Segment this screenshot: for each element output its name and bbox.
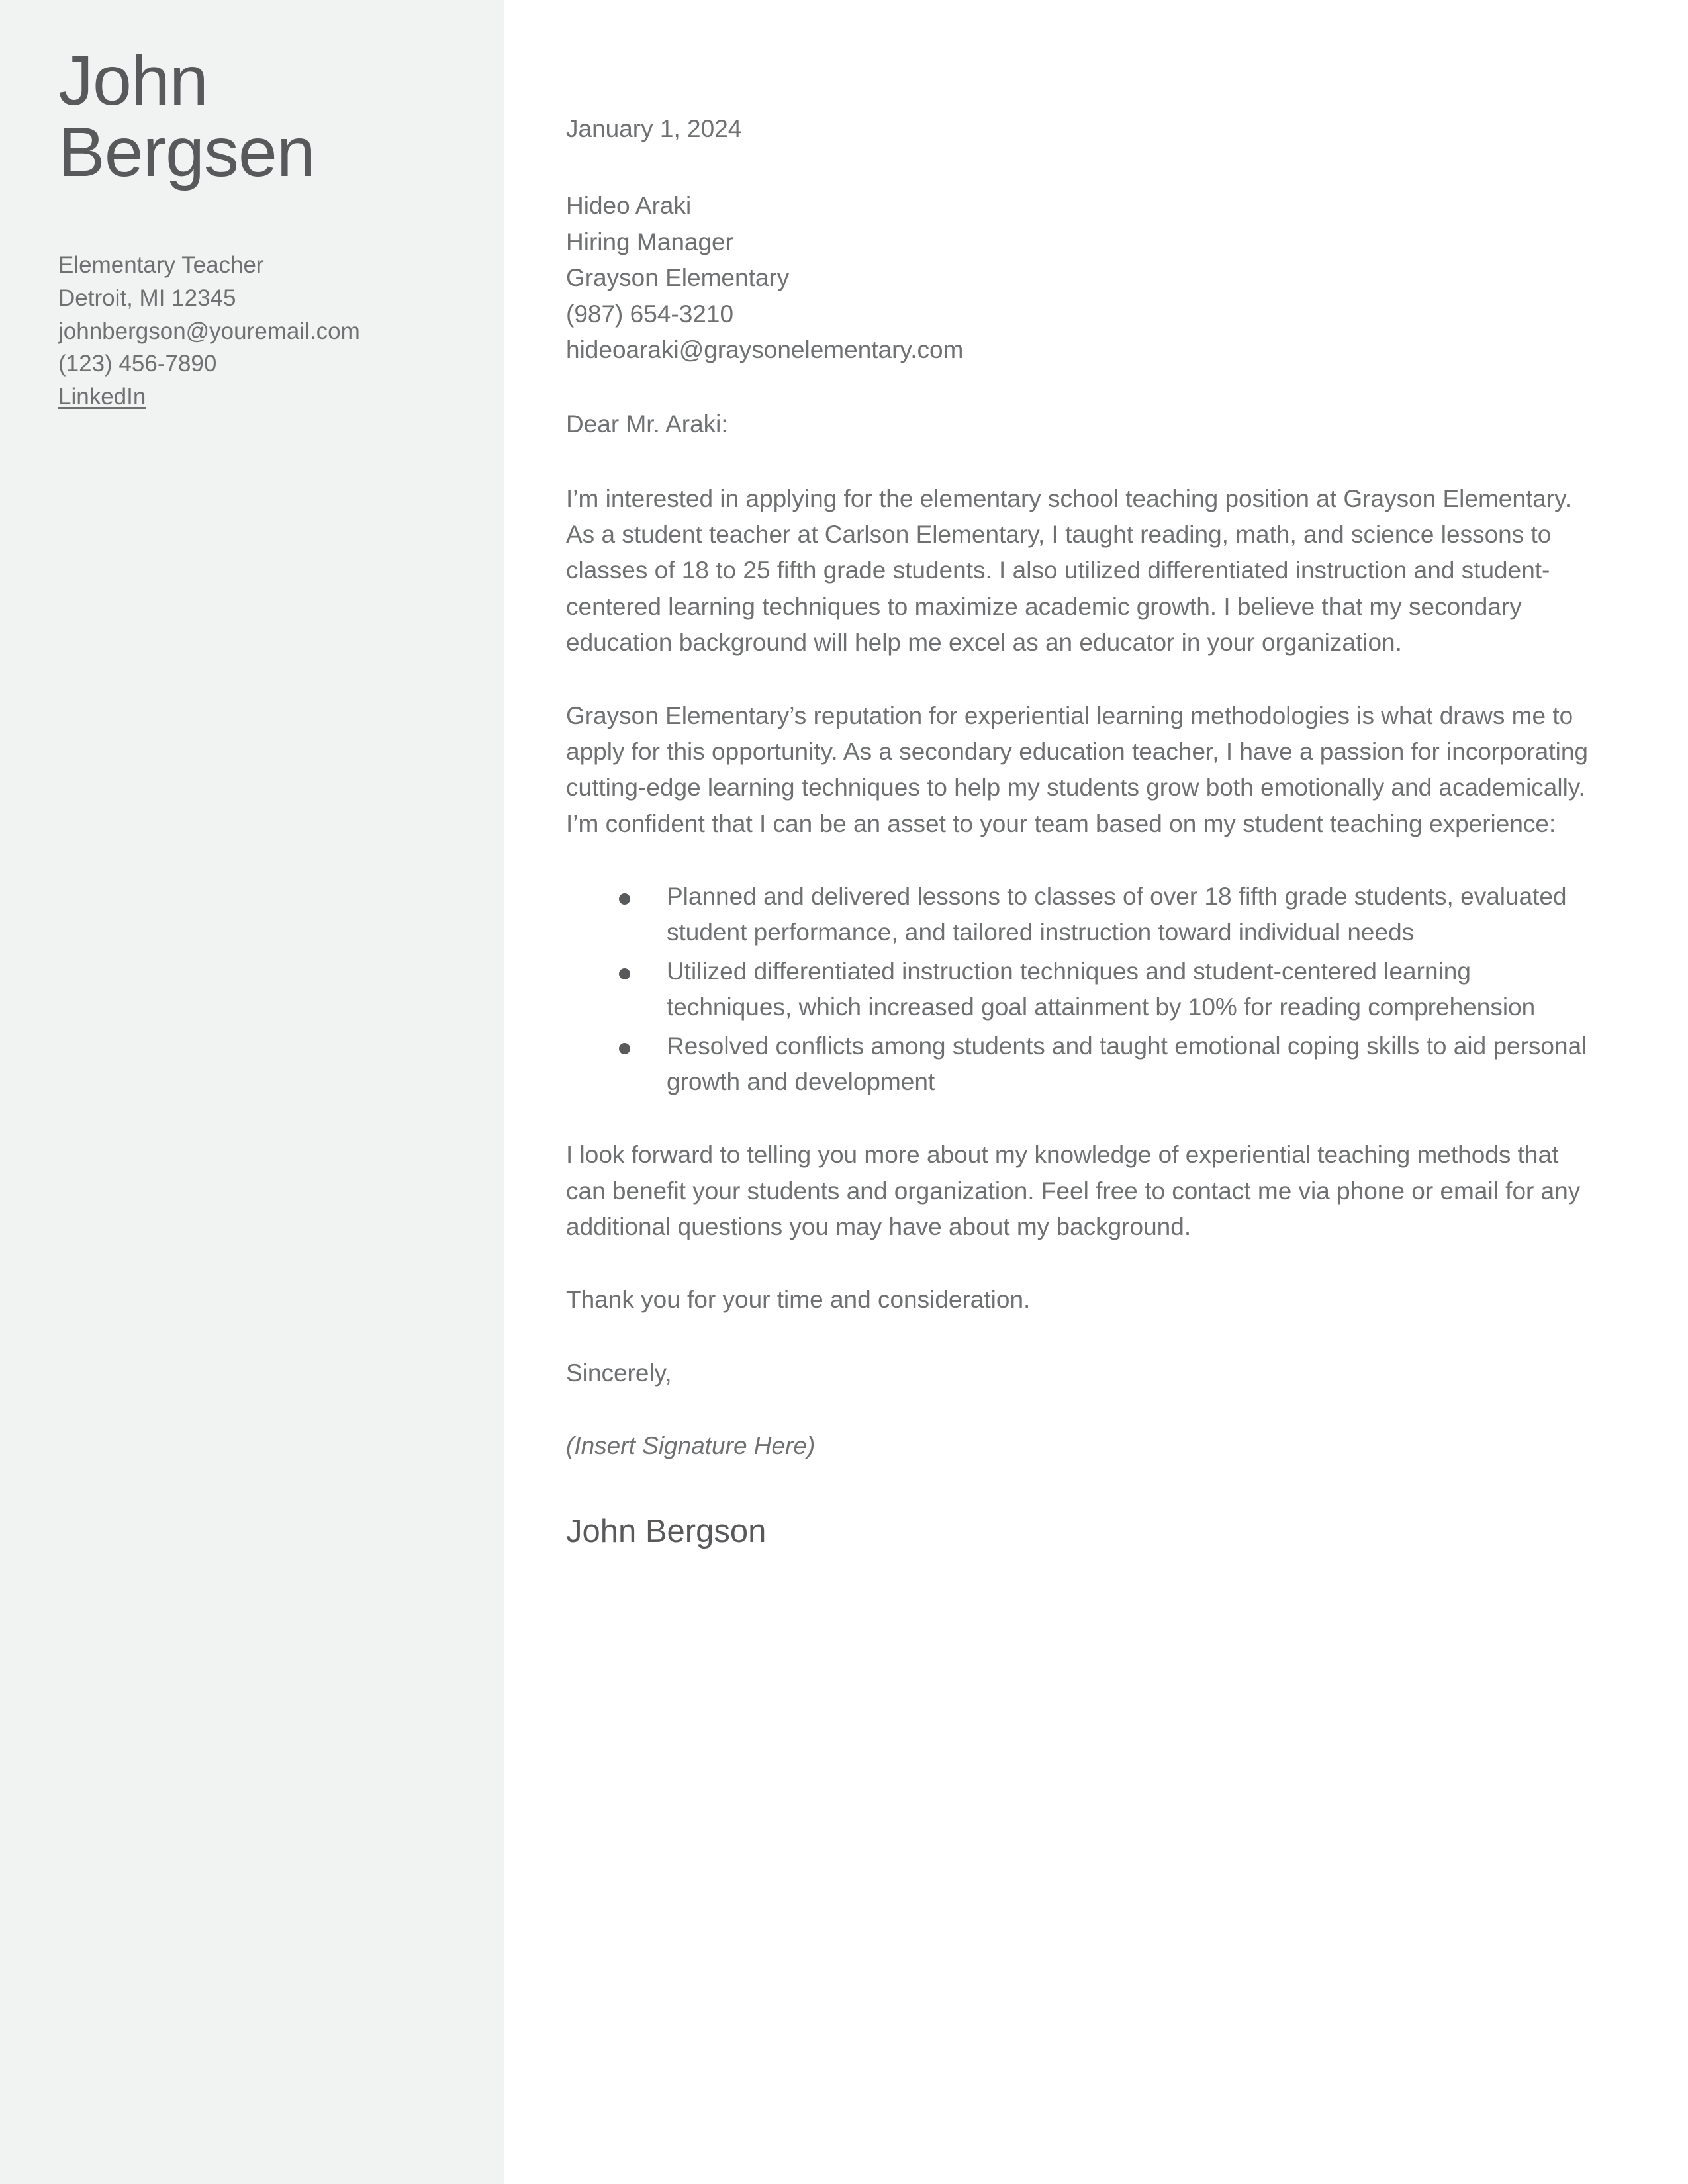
- contact-info: [58, 249, 469, 413]
- list-item-text: Utilized differentiated instruction techniques and student-centered learning techniques, which increased goal attainment by 10% for reading comprehension: [667, 957, 1536, 1021]
- linkedin-link[interactable]: LinkedIn: [58, 383, 146, 410]
- sidebar-content: [58, 42, 469, 414]
- recipient-company: Grayson Elementary: [566, 264, 790, 292]
- linkedin-link-wrap: [58, 381, 469, 414]
- email-address: johnbergson@youremail.com: [58, 318, 360, 344]
- bullet-icon: [619, 893, 630, 905]
- signature-name: John Bergson: [566, 1513, 767, 1549]
- first-name: John: [58, 42, 208, 120]
- sidebar: [0, 0, 504, 2184]
- bullet-icon: [619, 968, 630, 979]
- thank-you-line: Thank you for your time and consideration.: [566, 1286, 1031, 1314]
- list-item-text: Planned and delivered lessons to classes of over 18 fifth grade students, evaluated student performance, and tailored instruction toward individual needs: [667, 883, 1567, 946]
- sign-off: Sincerely,: [566, 1359, 672, 1387]
- letter-date: January 1, 2024: [566, 115, 742, 142]
- job-title: Elementary Teacher: [58, 252, 264, 279]
- recipient-title: Hiring Manager: [566, 228, 733, 255]
- last-name: Bergsen: [58, 113, 315, 192]
- recipient-email: hideoaraki@graysonelementary.com: [566, 336, 964, 363]
- page-title: [58, 42, 469, 192]
- achievements-list: [566, 879, 1595, 1100]
- letter-body: [566, 111, 1595, 1551]
- paragraph-intro: I’m interested in applying for the elementary school teaching position at Grayson Elementary. As a student teacher at Carlson Elementary, I taught reading, math, and science lessons to classes of 18 to 25 fifth grade students. I also utilized differentiated instruction and student-centered learning techniques to maximize academic growth. I believe that my secondary education background will help me excel as an educator in your organization.: [566, 484, 1572, 657]
- phone-number: (123) 456-7890: [58, 351, 217, 377]
- list-item-text: Resolved conflicts among students and taught emotional coping skills to aid personal growth and development: [667, 1032, 1587, 1095]
- signature-placeholder: (Insert Signature Here): [566, 1432, 816, 1460]
- list-item: [619, 1028, 1595, 1101]
- location: Detroit, MI 12345: [58, 285, 236, 311]
- recipient-phone: (987) 654-3210: [566, 300, 734, 328]
- paragraph-closing: I look forward to telling you more about my knowledge of experiential teaching methods that can benefit your students and organization. Feel free to contact me via phone or email for any additional questions you may have about my background.: [566, 1141, 1581, 1240]
- paragraph-motivation: Grayson Elementary’s reputation for experiential learning methodologies is what draws me to apply for this opportunity. As a secondary education teacher, I have a passion for incorporating cutting-edge learning techniques to help my students grow both emotionally and academically. I’m confident that I can be an asset to your team based on my student teaching experience:: [566, 702, 1588, 837]
- salutation: Dear Mr. Araki:: [566, 410, 728, 438]
- recipient-name: Hideo Araki: [566, 192, 692, 220]
- list-item: [619, 879, 1595, 951]
- list-item: [619, 954, 1595, 1026]
- bullet-icon: [619, 1043, 630, 1054]
- recipient-block: [566, 188, 1595, 368]
